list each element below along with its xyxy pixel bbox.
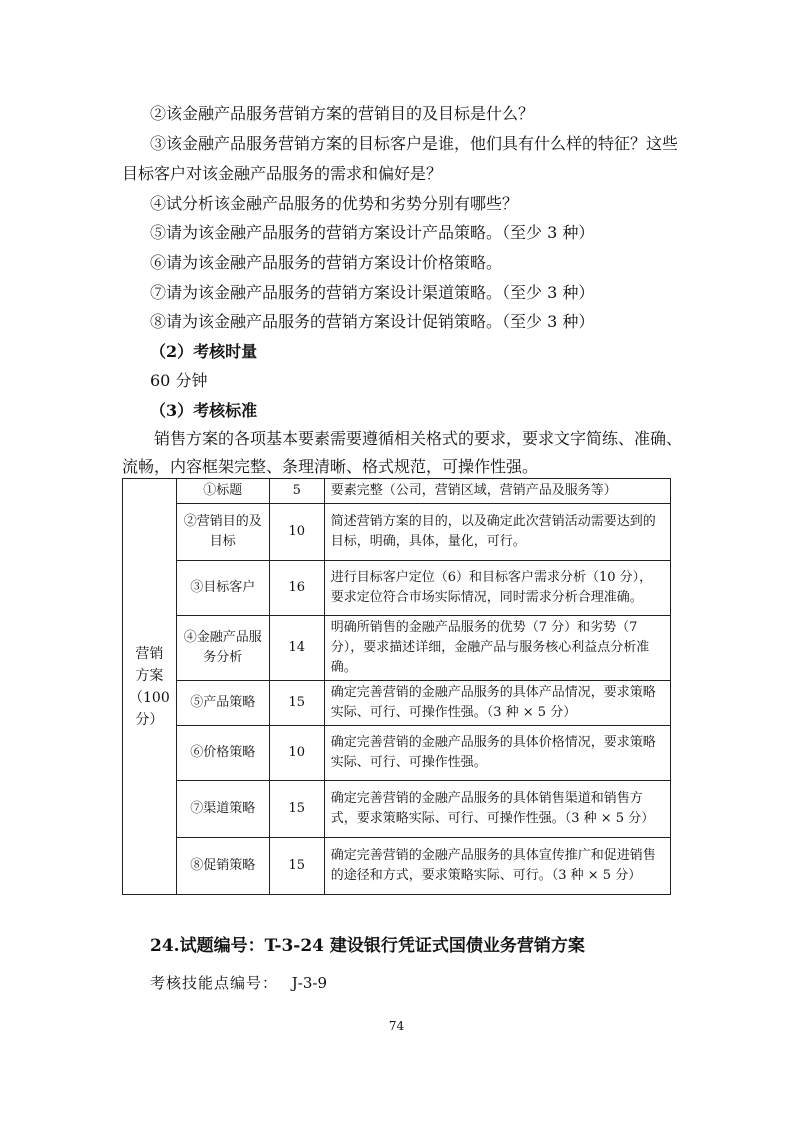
standard-heading: （3）考核标准 [150, 401, 258, 420]
question-7: ⑦请为该金融产品服务的营销方案设计渠道策略。（至少 3 种） [150, 283, 595, 302]
time-heading: （2）考核时量 [150, 342, 258, 361]
requirement-cell: 简述营销方案的目的，以及确定此次营销活动需要达到的目标，明确，具体，量化，可行。 [324, 504, 670, 561]
score-cell: 15 [269, 781, 324, 838]
table-row [123, 479, 671, 504]
table-row [123, 781, 671, 838]
table-row [123, 681, 671, 726]
item-cell: ①标题 [176, 479, 269, 504]
question-8: ⑧请为该金融产品服务的营销方案设计促销策略。（至少 3 种） [150, 312, 595, 331]
question-4: ④试分析该金融产品服务的优势和劣势分别有哪些？ [150, 194, 519, 213]
item-cell: ⑧促销策略 [176, 838, 269, 895]
table-row [123, 838, 671, 895]
category-line: 分） [135, 711, 164, 728]
standard-paragraph: 销售方案的各项基本要素需要遵循相关格式的要求，要求文字简练、准确、流畅，内容框架完整、条理清晰、格式规范，可操作性强。 [122, 429, 683, 476]
score-cell: 16 [269, 561, 324, 616]
question-3-line-1: ③该金融产品服务营销方案的目标客户是谁，他们具有什么样的特征？这些 [150, 134, 679, 153]
requirement-cell: 确定完善营销的金融产品服务的具体产品情况，要求策略实际、可行、可操作性强。（3 种 × 5 分） [324, 681, 670, 726]
page-number: 74 [388, 1019, 405, 1033]
item-cell: ⑤产品策略 [176, 681, 269, 726]
requirement-cell: 进行目标客户定位（6）和目标客户需求分析（10 分），要求定位符合市场实际情况，同时需求分析合理准确。 [324, 561, 670, 616]
question-5: ⑤请为该金融产品服务的营销方案设计产品策略。（至少 3 种） [150, 223, 595, 242]
score-cell: 5 [269, 479, 324, 504]
table-row [123, 561, 671, 616]
score-cell: 15 [269, 838, 324, 895]
score-cell: 10 [269, 504, 324, 561]
item-cell: ⑥价格策略 [176, 726, 269, 781]
question-2: ②该金融产品服务营销方案的营销目的及目标是什么？ [150, 104, 535, 123]
skill-code-line [150, 972, 327, 993]
skill-code-value: J-3-9 [291, 974, 328, 992]
score-cell: 14 [269, 616, 324, 681]
table-row [123, 504, 671, 561]
table-row [123, 726, 671, 781]
requirement-cell: 要素完整（公司，营销区域，营销产品及服务等） [324, 479, 670, 504]
question-3-line-2: 目标客户对该金融产品服务的需求和偏好是？ [122, 164, 443, 183]
requirement-cell: 明确所销售的金融产品服务的优势（7 分）和劣势（7 分），要求描述详细，金融产品与服务核心利益点分析准确。 [324, 616, 670, 681]
question-6: ⑥请为该金融产品服务的营销方案设计价格策略。 [150, 253, 503, 272]
category-cell [123, 479, 177, 895]
category-line: 方案 [135, 667, 164, 684]
score-cell: 15 [269, 681, 324, 726]
evaluation-table [122, 478, 671, 895]
item-cell: ④金融产品服务分析 [176, 616, 269, 681]
skill-code-label: 考核技能点编号： [150, 974, 279, 992]
question-24-heading: 24.试题编号：T-3-24 建设银行凭证式国债业务营销方案 [150, 936, 585, 956]
item-cell: ③目标客户 [176, 561, 269, 616]
table-row [123, 616, 671, 681]
requirement-cell: 确定完善营销的金融产品服务的具体价格情况，要求策略实际、可行、可操作性强。 [324, 726, 670, 781]
time-value: 60 分钟 [150, 371, 208, 390]
item-cell: ⑦渠道策略 [176, 781, 269, 838]
score-cell: 10 [269, 726, 324, 781]
category-line: 营销 [135, 645, 164, 662]
item-cell: ②营销目的及目标 [176, 504, 269, 561]
requirement-cell: 确定完善营销的金融产品服务的具体宣传推广和促进销售的途径和方式，要求策略实际、可行。（3 种 × 5 分） [324, 838, 670, 895]
category-line: （100 [129, 689, 170, 706]
requirement-cell: 确定完善营销的金融产品服务的具体销售渠道和销售方式，要求策略实际、可行、可操作性强。（3 种 × 5 分） [324, 781, 670, 838]
